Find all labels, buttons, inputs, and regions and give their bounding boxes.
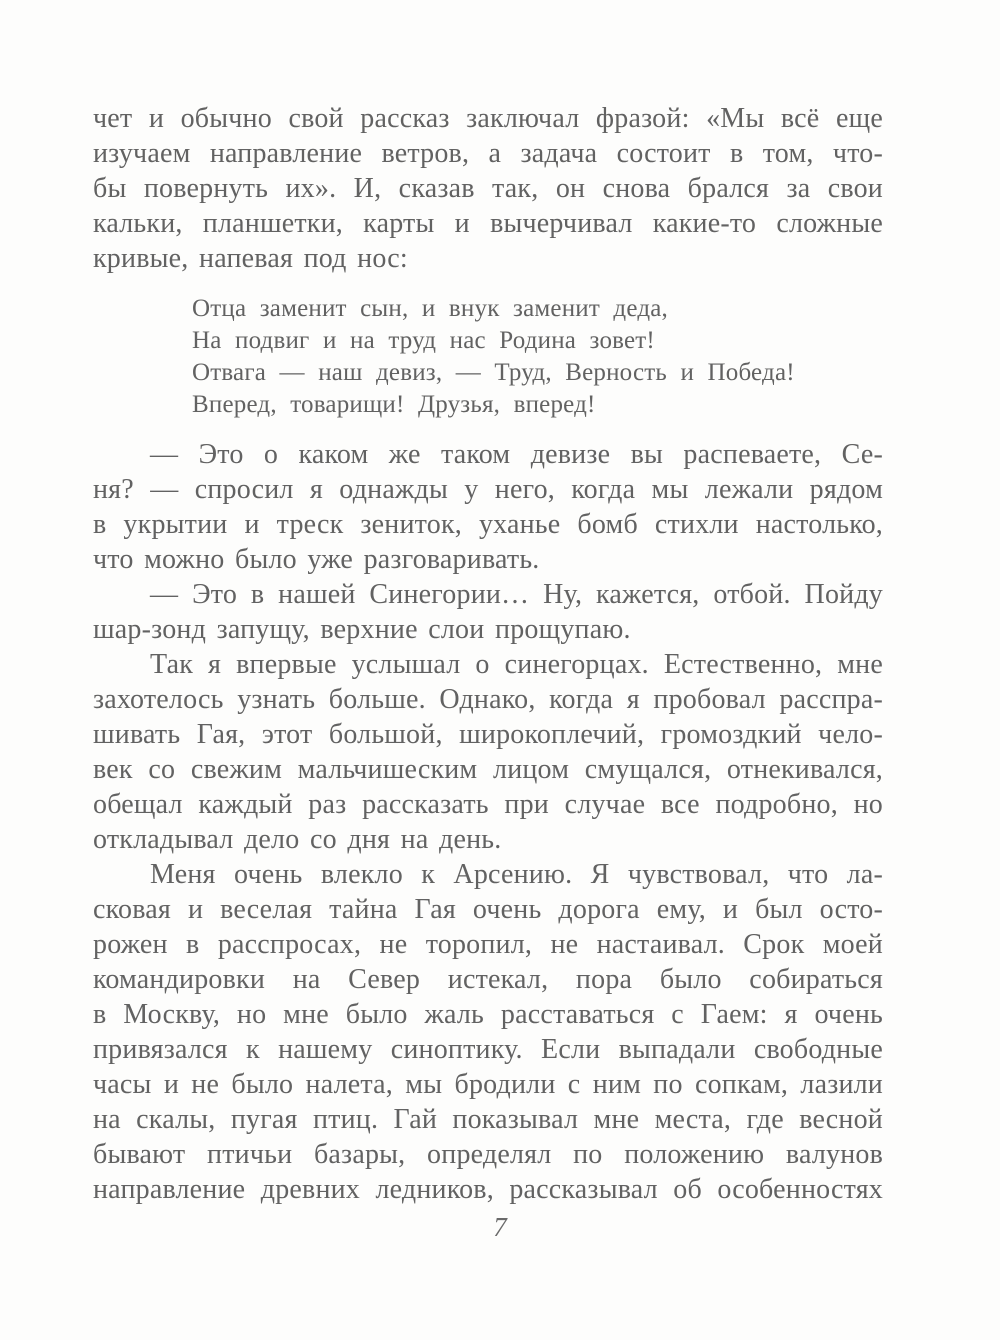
- paragraph: [93, 647, 883, 857]
- text-line: кальки, планшетки, карты и вычерчивал какие-то сложные: [93, 208, 883, 239]
- text-line: шар-зонд запущу, верхние слои прощупаю.: [93, 614, 631, 645]
- text-line: привязался к нашему синоптику. Если выпадали свободные: [93, 1034, 883, 1065]
- verse-stanza: [192, 293, 883, 421]
- paragraph: [93, 577, 883, 647]
- text-line: на скалы, пугая птиц. Гай показывал мне места, где весной: [93, 1104, 883, 1135]
- text-line: сковая и веселая тайна Гая очень дорога ему, и был осто-: [93, 894, 883, 925]
- page-number: 7: [493, 1212, 507, 1242]
- text-line: ня? — спросил я однажды у него, когда мы лежали рядом: [93, 474, 883, 505]
- text-line: шивать Гая, этот большой, широкоплечий, громоздкий чело-: [93, 719, 883, 750]
- text-line: бы повернуть их». И, сказав так, он снова брался за свои: [93, 173, 883, 204]
- text-line: захотелось узнать больше. Однако, когда я пробовал расспра-: [93, 684, 883, 715]
- text-line: бывают птичьи базары, определял по положению валунов: [93, 1139, 883, 1170]
- text-line: в укрытии и треск зениток, уханье бомб стихли настолько,: [93, 509, 883, 540]
- text-line: век со свежим мальчишеским лицом смущался, отнекивался,: [93, 754, 883, 785]
- text-line: чет и обычно свой рассказ заключал фразой: «Мы всё еще: [93, 103, 883, 134]
- paragraph: [93, 857, 883, 1207]
- page-text-block: [93, 101, 883, 1207]
- verse-line: Отвага — наш девиз, — Труд, Верность и Победа!: [192, 359, 795, 386]
- verse-line: Вперед, товарищи! Друзья, вперед!: [192, 391, 596, 418]
- text-line: Так я впервые услышал о синегорцах. Естественно, мне: [150, 649, 883, 680]
- text-line: Меня очень влекло к Арсению. Я чувствовал, что ла-: [150, 859, 883, 890]
- text-line: — Это о каком же таком девизе вы распеваете, Се-: [150, 439, 883, 470]
- paragraph: [93, 101, 883, 276]
- text-line: что можно было уже разговаривать.: [93, 544, 540, 575]
- verse-line: Отца заменит сын, и внук заменит деда,: [192, 295, 668, 322]
- text-line: командировки на Север истекал, пора было собираться: [93, 964, 883, 995]
- text-line: направление древних ледников, рассказывал об особенностях: [93, 1174, 883, 1205]
- text-line: обещал каждый раз рассказать при случае все подробно, но: [93, 789, 883, 820]
- paragraph: [93, 437, 883, 577]
- text-line: изучаем направление ветров, а задача состоит в том, что-: [93, 138, 883, 169]
- text-line: часы и не было налета, мы бродили с ним по сопкам, лазили: [93, 1069, 883, 1100]
- verse-line: На подвиг и на труд нас Родина зовет!: [192, 327, 655, 354]
- text-line: рожен в расспросах, не торопил, не настаивал. Срок моей: [93, 929, 883, 960]
- text-line: кривые, напевая под нос:: [93, 243, 408, 274]
- text-line: — Это в нашей Синегории… Ну, кажется, отбой. Пойду: [150, 579, 883, 610]
- text-line: в Москву, но мне было жаль расставаться с Гаем: я очень: [93, 999, 883, 1030]
- text-line: откладывал дело со дня на день.: [93, 824, 502, 855]
